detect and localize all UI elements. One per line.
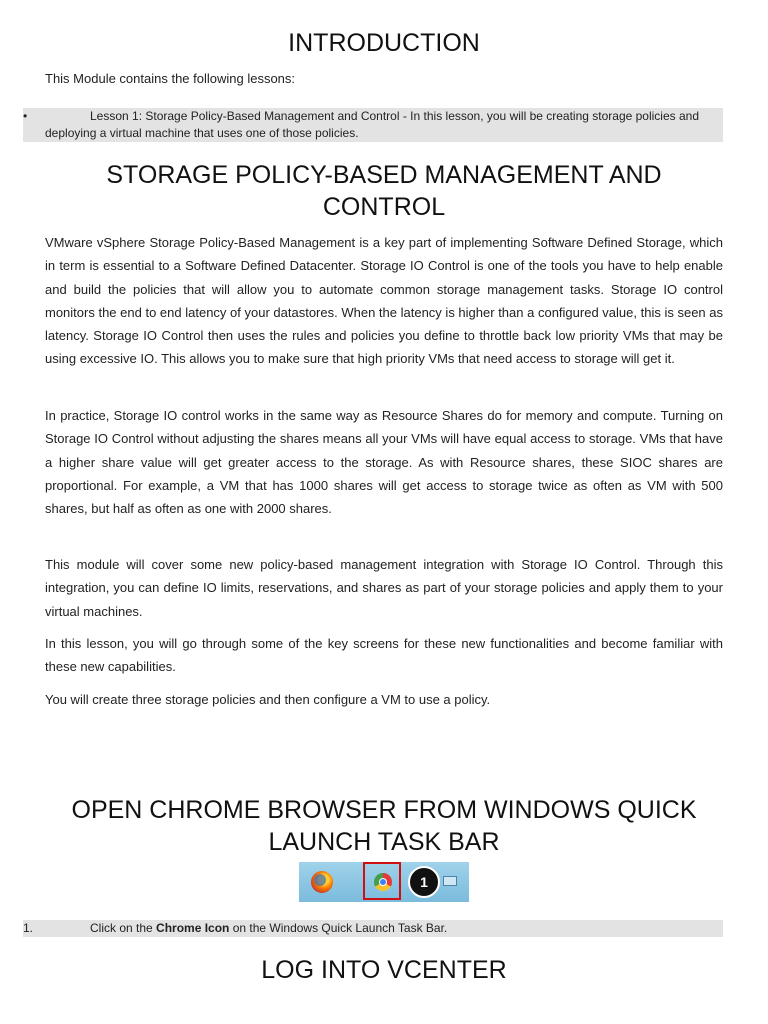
step-prefix: Click on the (90, 921, 157, 935)
chrome-heading-line-1: OPEN CHROME BROWSER FROM WINDOWS QUICK (71, 796, 697, 824)
step-text (90, 920, 447, 937)
step-suffix: on the Windows Quick Launch Task Bar. (229, 921, 448, 935)
step-bold-term: Chrome Icon (156, 921, 230, 935)
paragraph: VMware vSphere Storage Policy-Based Management is a key part of implementing Software Defined Storage, which in term is essential to a Software Defined Datacenter. Storage IO Control is one of the tools you have to help enable and build the policies that will allow you to automate common storage management tasks. Storage IO control monitors the end to end latency of your datastores. When the latency is higher than a configured value, this is seen as latency. Storage IO Control then uses the rules and policies you define to throttle back low priority VMs that may be using excessive IO. This allows you to make sure that high priority VMs that need access to storage will get it. (45, 235, 723, 367)
introduction-heading: INTRODUCTION (288, 29, 480, 57)
firefox-globe (314, 874, 326, 886)
lesson-list-item (23, 108, 723, 142)
chrome-heading-line-2: LAUNCH TASK BAR (268, 828, 500, 856)
lesson-1-text: Lesson 1: Storage Policy-Based Management and Control - In this lesson, you will be creating storage policies and deploying a virtual machine that uses one of those policies. (45, 109, 700, 140)
intro-lead-text: This Module contains the following lessons: (45, 71, 296, 86)
paragraph: This module will cover some new policy-based management integration with Storage IO Control. Through this integration, you can define IO limits, reservations, and shares as part of your storage policies and apply them to your virtual machines. (45, 557, 723, 619)
step-callout-badge: 1 (408, 866, 440, 898)
paragraph: In practice, Storage IO control works in the same way as Resource Shares do for memory and compute. Turning on Storage IO Control without adjusting the shares means all your VMs will have equal access to storage. VMs that have a higher share value will get greater access to the storage. As with Resource shares, these SIOC shares are proportional. For example, a VM that has 1000 shares will get access to storage twice as often as VM with 500 shares, but half as often as one with 2000 shares. (45, 408, 723, 517)
chrome-icon-center (379, 878, 387, 886)
spbm-heading (0, 159, 768, 223)
paragraph: You will create three storage policies and then configure a VM to use a policy. (45, 692, 491, 707)
spbm-heading-line-1: STORAGE POLICY-BASED MANAGEMENT AND (106, 161, 662, 189)
chrome-highlight-box (363, 862, 401, 900)
paragraph: In this lesson, you will go through some of the key screens for these new functionalities and become familiar with these new capabilities. (45, 636, 723, 675)
chrome-section-heading (0, 794, 768, 858)
spbm-heading-line-2: CONTROL (322, 193, 446, 221)
quick-launch-taskbar-screenshot (299, 862, 469, 902)
bullet: • (23, 109, 28, 123)
step-list-item (23, 920, 723, 937)
vcenter-heading: LOG INTO VCENTER (261, 956, 507, 984)
step-number: 1. (23, 921, 34, 935)
keyboard-icon (443, 876, 457, 886)
chrome-icon[interactable] (374, 873, 392, 891)
